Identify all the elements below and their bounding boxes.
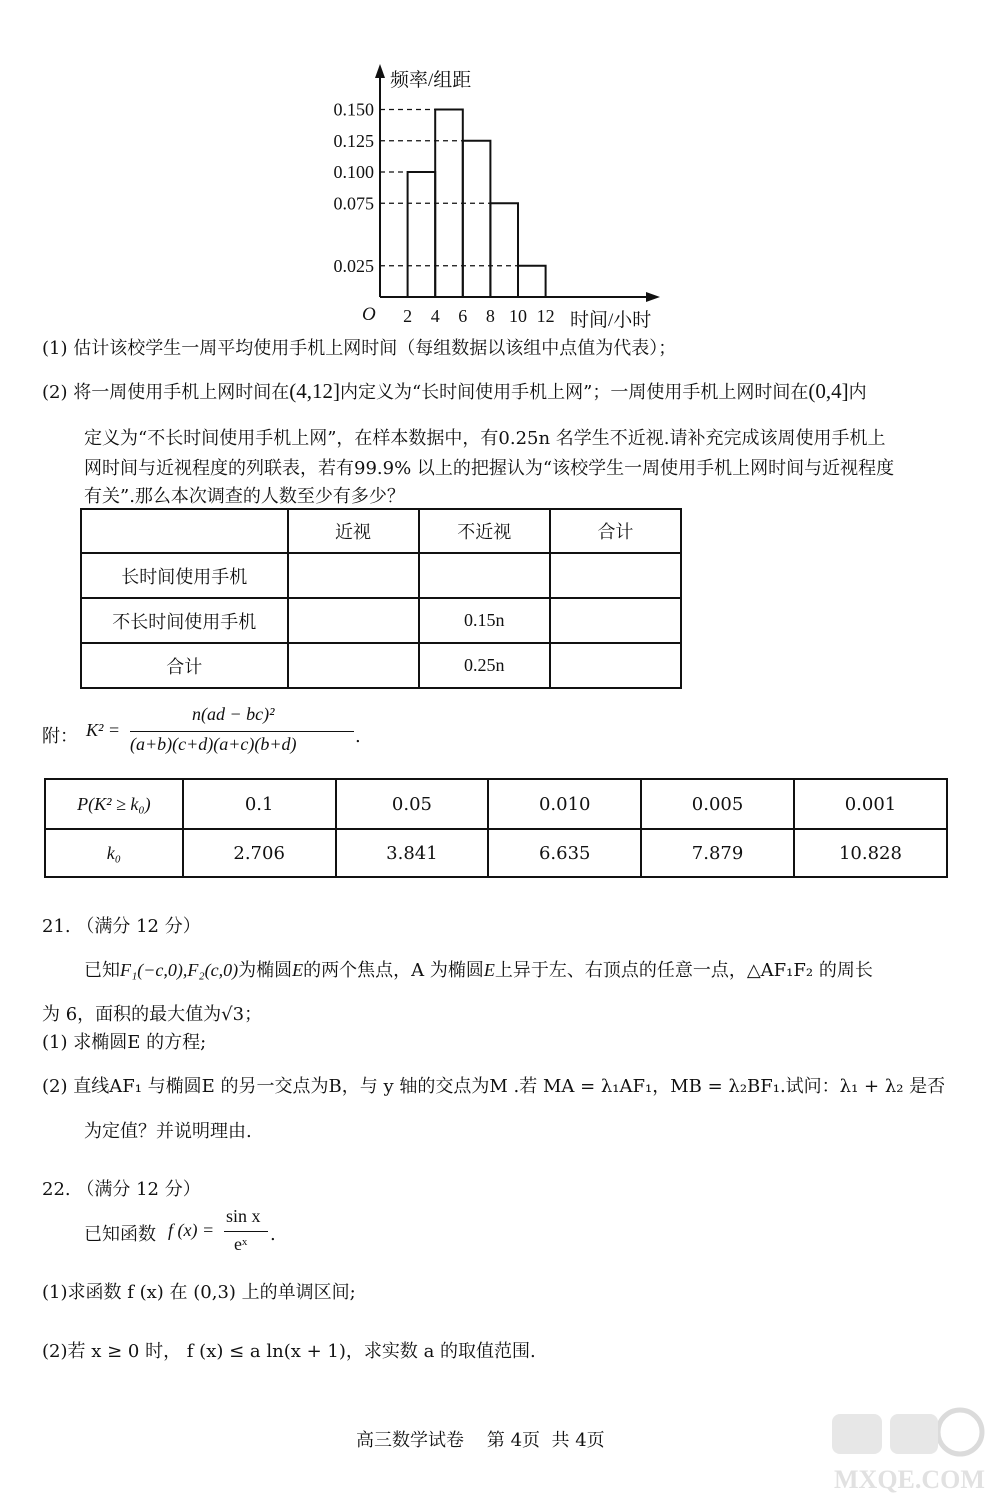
ct-cell — [550, 643, 681, 688]
page-footer: 高三数学试卷 第 4页 共 4页 — [356, 1430, 605, 1451]
q21-text-d: 上异于左、右顶点的任意一点，△AF₁F₂ 的周长 — [494, 960, 873, 981]
ct-cell: 0.15n — [419, 598, 550, 643]
q22-part1: (1)求函数 f (x) 在 (0,3) 上的单调区间; — [42, 1282, 356, 1303]
kt-k-value: 2.706 — [183, 829, 336, 877]
origin-label: O — [362, 304, 376, 325]
ct-header-myopia: 近视 — [288, 509, 419, 553]
kt-k-value: 6.635 — [488, 829, 641, 877]
histogram-bar — [435, 110, 463, 298]
q22-part2: (2)若 x ≥ 0 时， f (x) ≤ a ln(x + 1)，求实数 a 的取值范围. — [42, 1341, 536, 1362]
q20-part2-line2: 定义为“不长时间使用手机上网”，在样本数据中，有0.25n 名学生不近视.请补充完成该周使用手机上 — [84, 428, 886, 449]
q21-part1: (1) 求椭圆E 的方程; — [42, 1032, 207, 1053]
ct-cell — [550, 553, 681, 598]
q21-title: 21. （满分 12 分） — [42, 916, 201, 937]
kt-row1-label: P(K² ≥ k₀) — [45, 779, 183, 829]
q20-part2-line3: 网时间与近视程度的列联表，若有99.9% 以上的把握认为“该校学生一周使用手机上网时间与近视程度 — [84, 458, 895, 479]
formula-denominator: (a+b)(c+d)(a+c)(b+d) — [130, 734, 297, 754]
interval-4-12: (4,12] — [289, 379, 340, 403]
formula-prefix: 附： — [42, 726, 78, 747]
ct-header-total: 合计 — [550, 509, 681, 553]
kt-p-value: 0.1 — [183, 779, 336, 829]
fraction-bar — [130, 731, 354, 732]
q21-e: E — [292, 960, 304, 980]
q21-part2-line1: (2) 直线AF₁ 与椭圆E 的另一交点为B，与 y 轴的交点为M .若 MA = λ₁AF₁，MB = λ₂BF₁.试问：λ₁ + λ₂ 是否 — [42, 1076, 946, 1097]
q22-dot: . — [270, 1224, 276, 1245]
q21-text-b: 为椭圆 — [238, 960, 293, 981]
y-tick-label: 0.100 — [333, 162, 374, 182]
q21-line1 — [84, 956, 873, 982]
watermark-logo — [820, 1400, 990, 1495]
kt-p-value: 0.005 — [641, 779, 794, 829]
histogram-bar — [490, 203, 518, 297]
kt-k-value: 10.828 — [794, 829, 947, 877]
ct-cell — [419, 553, 550, 598]
q21-foci: F₁(−c,0),F₂(c,0) — [120, 960, 239, 980]
histogram — [0, 0, 1000, 345]
q20-part2-text-b: 内定义为“长时间使用手机上网”；一周使用手机上网时间在 — [339, 382, 809, 403]
ct-row-label: 合计 — [81, 643, 288, 688]
q22-numerator: sin x — [226, 1206, 261, 1226]
q20-part2-line1 — [42, 378, 867, 404]
formula-end: . — [355, 726, 361, 747]
y-axis-arrow — [375, 64, 385, 78]
ct-cell — [550, 598, 681, 643]
q20-part2-text-a: (2) 将一周使用手机上网时间在 — [42, 382, 290, 403]
watermark-text: MXQE.COM — [834, 1465, 985, 1494]
q21-text-a: 已知 — [84, 960, 120, 981]
x-axis-arrow — [646, 292, 660, 302]
y-tick-label: 0.075 — [333, 193, 374, 214]
ct-header-no-myopia: 不近视 — [419, 509, 550, 553]
ct-cell — [288, 643, 419, 688]
x-tick-label: 10 — [509, 306, 527, 326]
x-tick-label: 4 — [430, 306, 440, 326]
y-axis-label: 频率/组距 — [390, 70, 472, 91]
histogram-bar — [518, 266, 546, 297]
y-tick-label: 0.150 — [333, 99, 374, 120]
formula-lhs: K² = — [86, 720, 121, 740]
q22-denominator: eˣ — [234, 1234, 248, 1254]
critical-value-table — [44, 778, 948, 878]
ct-cell — [288, 598, 419, 643]
kt-p-value: 0.05 — [336, 779, 489, 829]
histogram-bar — [463, 141, 491, 297]
q21-part2-line2: 为定值？并说明理由. — [84, 1121, 252, 1142]
q22-title: 22. （满分 12 分） — [42, 1179, 201, 1200]
q21-line2: 为 6，面积的最大值为√3； — [42, 1004, 263, 1025]
x-tick-label: 8 — [485, 306, 495, 326]
ct-cell — [288, 553, 419, 598]
ct-cell: 0.25n — [419, 643, 550, 688]
formula-numerator: n(ad − bc)² — [192, 704, 275, 724]
kt-k-value: 7.879 — [641, 829, 794, 877]
ct-row-label: 不长时间使用手机 — [81, 598, 288, 643]
q20-part1: (1) 估计该校学生一周平均使用手机上网时间（每组数据以该组中点值为代表）； — [42, 338, 677, 359]
kt-p-value: 0.010 — [488, 779, 641, 829]
q22-text-a: 已知函数 — [84, 1224, 156, 1245]
ct-header-blank — [81, 509, 288, 553]
kt-p-value: 0.001 — [794, 779, 947, 829]
x-tick-label: 2 — [403, 306, 413, 326]
watermark-icon — [820, 1400, 990, 1495]
q20-part2-line4: 有关”.那么本次调查的人数至少有多少？ — [84, 486, 405, 507]
q22-fraction-bar — [224, 1231, 268, 1232]
q21-e2: E — [483, 960, 495, 980]
kt-k-value: 3.841 — [336, 829, 489, 877]
y-tick-label: 0.025 — [333, 255, 374, 276]
q22-fx: f (x) = — [168, 1220, 215, 1240]
y-tick-label: 0.125 — [333, 130, 374, 151]
histogram-bar — [408, 172, 436, 297]
q20-part2-text-c: 内 — [848, 382, 867, 403]
contingency-table — [80, 508, 682, 689]
x-axis-label: 时间/小时 — [570, 310, 652, 331]
ct-row-label: 长时间使用手机 — [81, 553, 288, 598]
x-tick-label: 6 — [458, 306, 468, 326]
x-tick-label: 12 — [536, 306, 555, 326]
kt-row2-label: k₀ — [45, 829, 183, 877]
interval-0-4: (0,4] — [808, 379, 849, 403]
q21-text-c: 的两个焦点，A 为椭圆 — [303, 960, 484, 981]
